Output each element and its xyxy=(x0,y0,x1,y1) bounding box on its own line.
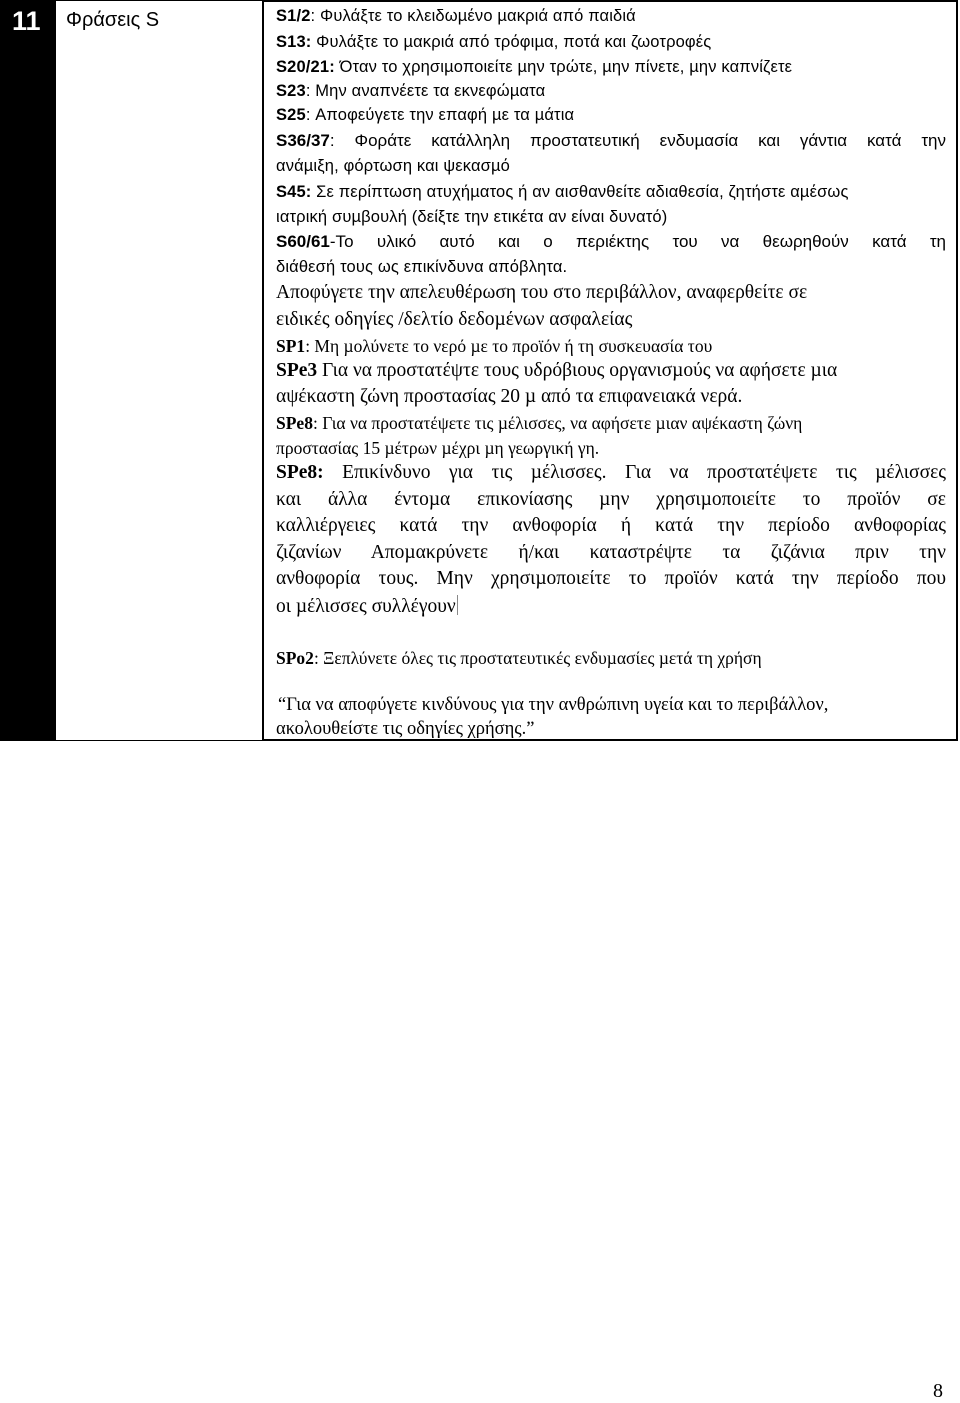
phrase-s60-61 xyxy=(276,232,946,252)
phrase-spe8-a-cont xyxy=(276,438,946,459)
usage-instruction-note xyxy=(278,695,946,716)
section-label-cell xyxy=(56,0,262,741)
phrase-spe8-b-line5 xyxy=(276,568,946,590)
phrase-code: S1/2 xyxy=(276,7,311,25)
phrase-text: ακολουθείστε τις οδηγίες χρήσης.” xyxy=(276,719,535,739)
phrase-text: : Φυλάξτε το κλειδωµένο µακριά από παιδιά xyxy=(310,7,636,25)
text-cursor-mark xyxy=(457,595,458,615)
phrase-code: S36/37 xyxy=(276,131,330,150)
phrase-code: S20/21: xyxy=(276,58,335,76)
phrase-s45-cont xyxy=(276,208,946,227)
phrase-s25 xyxy=(276,106,946,125)
phrase-spe8-b-line2 xyxy=(276,489,946,511)
phrase-text: ιατρική συµβουλή (δείξτε την ετικέτα αν είναι δυνατό) xyxy=(276,208,668,226)
phrase-text: ανάµιξη, φόρτωση και ψεκασµό xyxy=(276,157,510,175)
phrase-code: SPe8 xyxy=(276,413,313,433)
phrase-s45 xyxy=(276,183,946,202)
usage-instruction-note-cont xyxy=(276,719,946,740)
phrase-code: S60/61 xyxy=(276,232,330,251)
phrase-text: : Για να προστατέψετε τις µέλισσες, να αφήσετε µιαν αψέκαστη ζώνη xyxy=(312,413,803,433)
phrase-s23 xyxy=(276,82,946,101)
phrase-text: οι µέλισσες συλλέγουν xyxy=(276,596,456,617)
phrase-text: ανθοφορία τους. Μην χρησιµοποιείτε το προϊόν κατά την περίοδο που xyxy=(276,568,946,589)
phrase-text: και άλλα έντοµα επικονίασης µην χρησιµοποιείτε το προϊόν σε xyxy=(276,489,946,510)
phrase-text: ειδικές οδηγίες /δελτίο δεδοµένων ασφαλείας xyxy=(276,309,633,330)
section-number: 11 xyxy=(12,6,41,36)
phrase-text: : Φοράτε κατάλληλη προστατευτική ενδυµασία και γάντια κατά την xyxy=(329,131,946,150)
phrase-s1-2 xyxy=(276,7,946,26)
phrase-text: Επικίνδυνο για τις µέλισσες. Για να προστατέψετε τις µέλισσες xyxy=(323,462,946,483)
phrase-code: S25 xyxy=(276,106,306,124)
phrase-text: : Ξεπλύνετε όλες τις προστατευτικές ενδυµασίες µετά τη χρήση xyxy=(313,648,762,668)
phrase-code: SPe8: xyxy=(276,462,324,483)
phrase-code: SPo2 xyxy=(276,648,314,668)
phrase-spe8-b xyxy=(276,462,946,484)
phrase-s36-37-cont xyxy=(276,157,946,176)
phrase-spe8-b-line3 xyxy=(276,515,946,537)
phrase-text: προστασίας 15 µέτρων µέχρι µη γεωργική γη. xyxy=(276,438,600,458)
phrase-text: -Το υλικό αυτό και ο περιέκτης του να θεωρηθούν κατά τη xyxy=(329,232,946,251)
phrase-text: αψέκαστη ζώνη προστασίας 20 µ από τα επιφανειακά νερά. xyxy=(276,386,743,407)
phrase-text: : Μην αναπνέετε τα εκνεφώµατα xyxy=(305,82,546,100)
section-number-cell xyxy=(0,0,56,741)
phrase-text: Αποφύγετε την απελευθέρωση του στο περιβάλλον, αναφερθείτε σε xyxy=(276,282,808,303)
phrase-text: Σε περίπτωση ατυχήµατος ή αν αισθανθείτε αδιαθεσία, ζητήστε αµέσως xyxy=(311,183,849,201)
phrase-text: Για να προστατέψτε τους υδρόβιους οργανισµούς να αφήσετε µια xyxy=(317,360,838,381)
phrase-sp1 xyxy=(276,336,946,357)
phrase-text: “Για να αποφύγετε κινδύνους για την ανθρώπινη υγεία και το περιβάλλον, xyxy=(278,695,829,715)
phrase-code: SPe3 xyxy=(276,360,318,381)
phrase-spo2 xyxy=(276,648,946,669)
phrase-s60-61-cont xyxy=(276,258,946,277)
release-warning-cont xyxy=(276,309,946,331)
safety-phrases-content-cell xyxy=(262,0,958,741)
phrase-code: S23 xyxy=(276,82,306,100)
phrase-spe8-b-line6 xyxy=(276,595,946,618)
page-number: 8 xyxy=(933,1380,943,1402)
phrase-spe8-a xyxy=(276,413,946,434)
phrase-s36-37 xyxy=(276,131,946,151)
phrase-text: καλλιέργειες κατά την ανθοφορία ή κατά την περίοδο ανθοφορίας xyxy=(276,515,946,536)
phrase-spe3-cont xyxy=(276,386,946,408)
release-warning xyxy=(276,282,946,304)
phrase-s13 xyxy=(276,33,946,52)
phrase-text: : Αποφεύγετε την επαφή µε τα µάτια xyxy=(305,106,575,124)
phrase-s20-21 xyxy=(276,58,946,77)
phrase-code: S45: xyxy=(276,183,312,201)
phrase-text: διάθεσή τους ως επικίνδυνα απόβλητα. xyxy=(276,258,568,276)
phrase-text: : Μη µολύνετε το νερό µε το προϊόν ή τη συσκευασία του xyxy=(305,336,713,356)
phrase-text: ζιζανίων Αποµακρύνετε ή/και καταστρέψτε τα ζιζάνια πριν την xyxy=(276,542,946,563)
phrase-text: Φυλάξτε το µακριά από τρόφιµα, ποτά και ζωοτροφές xyxy=(311,33,712,51)
phrase-spe3 xyxy=(276,360,946,382)
phrase-text: Όταν το χρησιµοποιείτε µην τρώτε, µην πίνετε, µην καπνίζετε xyxy=(334,58,793,76)
section-label: Φράσεις S xyxy=(66,9,160,31)
phrase-code: S13: xyxy=(276,33,312,51)
phrase-spe8-b-line4 xyxy=(276,542,946,564)
phrase-code: SP1 xyxy=(276,336,306,356)
